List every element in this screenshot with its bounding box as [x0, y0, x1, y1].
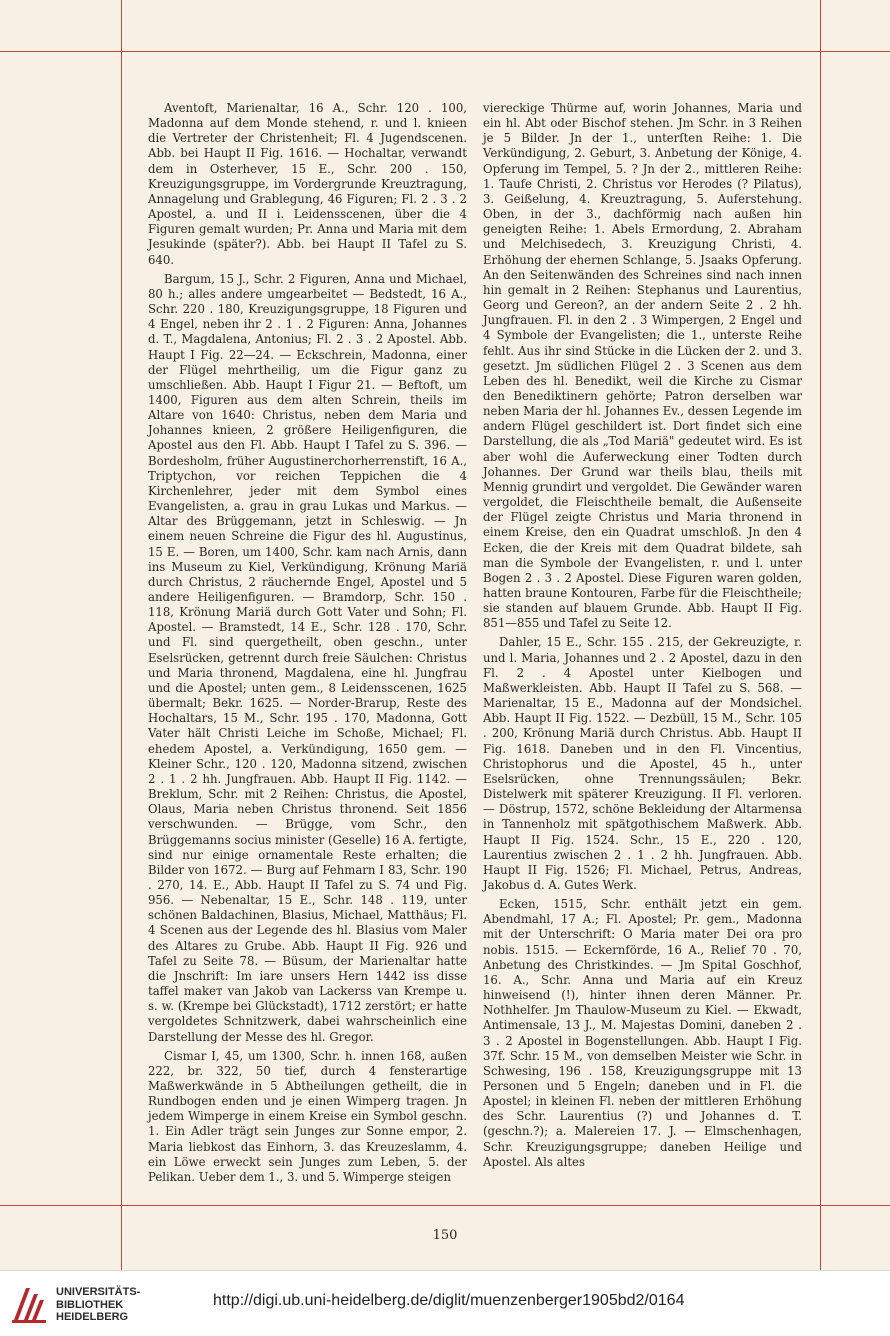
paragraph-cismar: Cismar I, 45, um 1300, Schr. h. innen 168, außen 222, br. 322, 50 tief, durch 4 fensterartige Maßwerkwände in 5 Abtheilungen getheilt, die in Rundbogen enden und je einen Wimperg tragen. Jn jedem Wimperge in einem Kreise ein Symbol geschn. 1. Ein Adler trägt sein Junges zur Sonne empor, 2. Maria liebkost das Einhorn, 3. das Kreuzeslamm, 4. ein Löwe erweckt sein Junges zum Leben, 5. der Pelikan. Ueber dem 1., 3. und 5. Wimperge steigen	[148, 1048, 467, 1184]
university-library-logo[interactable]	[10, 1280, 50, 1330]
paragraph-cismar-continued: viereckige Thürme auf, worin Johannes, Maria und ein hl. Abt oder Bischof stehen. Jm Schr. in 3 Reihen je 5 Bilder. Jn der 1., unterſten Reihe: 1. Die Verkündigung, 2. Geburt, 3. Anbetung der Könige, 4. Opferung im Tempel, 5. ? Jn der 2., mittleren Reihe: 1. Taufe Christi, 2. Christus vor Herodes (? Pilatus), 3. Geißelung, 4. Kreuztragung, 5. Auferstehung. Oben, in der 3., dachförmig nach außen hin geneigten Reihe: 1. Abels Ermordung, 2. Abraham und Melchisedech, 3. Kreuzigung Christi, 4. Erhöhung der ehernen Schlange, 5. Jsaaks Opferung. An den Seitenwänden des Schreines sind nach innen hin gemalt in 2 Reihen: Stephanus und Laurentius, Georg und Gereon?, an der andern Seite 2 . 2 hh. Jungfrauen. Fl. in den 2 . 3 Wimpergen, 2 Engel und 4 Symbole der Evangelisten; die 1., unterste Reihe fehlt. Aus ihr sind Stücke in die Lücken der 2. und 3. gesetzt. Jm südlichen Flügel 2 . 3 Scenen aus dem Leben des hl. Benedikt, weil die Kirche zu Cismar den Benediktinern gehörte; Patron derselben war neben Maria der hl. Johannes Ev., dessen Legende im andern Flügel geschildert ist. Dort findet sich eine Darstellung, die als „Tod Mariä" gedeutet wird. Es ist aber wohl die Auferweckung einer Todten durch Johannes. Der Grund war theils blau, theils mit Mennig grundirt und vergoldet. Die Gewänder waren vergoldet, die Fleischtheile bemalt, die Außenseite der Flügel zeigte Christus und Maria thronend in einem Kreise, den ein Quadrat umschloß. Jn den 4 Ecken, die der Kreis mit dem Quadrat bildete, sah man die Symbole der Evangelisten, r. und l. unter Bogen 2 . 3 . 2 Apostel. Diese Figuren waren golden, hatten braune Kontouren, Farbe für die Fleischtheile; sie standen auf blauem Grunde. Abb. Haupt II Fig. 851—855 und Tafel zu Seite 12.	[483, 101, 802, 631]
permalink-url[interactable]: http://digi.ub.uni-heidelberg.de/diglit/muenzenberger1905bd2/0164	[213, 1292, 685, 1309]
left-text-column	[148, 101, 467, 1185]
paragraph-bargum: Bargum, 15 J., Schr. 2 Figuren, Anna und Michael, 80 h.; alles andere umgearbeitet — Bedstedt, 16 A., Schr. 220 . 180, Kreuzigungsgruppe, 18 Figuren und 4 Engel, neben ihr 2 . 1 . 2 Figuren: Anna, Johannes d. T., Magdalena, Antonius; Fl. 2 . 3 . 2 Apostel. Abb. Haupt I Fig. 22—24. — Eckschrein, Madonna, einer der Flügel mehrtheilig, um die Figur ganz zu umschließen. Abb. Haupt I Figur 21. — Beftoft, um 1400, Figuren aus dem alten Schrein, theils im Altare von 1640: Christus, neben dem Maria und Johannes knieen, 2 größere Heiligenfiguren, die Apostel aus den Fl. Abb. Haupt I Tafel zu S. 396. — Bordesholm, früher Augustinerchorherrenstift, 16 A., Triptychon, vor reichen Teppichen die 4 Kirchenlehrer, jeder mit dem Symbol eines Evangelisten, a. grau in grau Lukas und Markus. — Altar des Brüggemann, jetzt in Schleswig. — Jn einem neuen Schreine die Figur des hl. Augustinus, 15 E. — Boren, um 1400, Schr. kam nach Arnis, dann ins Museum zu Kiel, Verkündigung, Krönung Mariä durch Christus, 2 räuchernde Engel, Apostel und 5 andere Heiligenfiguren. — Bramdorp, Schr. 150 . 118, Krönung Mariä durch Gott Vater und Sohn; Fl. Apostel. — Bramstedt, 14 E., Schr. 128 . 170, Schr. und Fl. sind quergetheilt, oben geschn., unter Eselsrücken, getrennt durch freie Säulchen: Christus und Maria thronend, Magdalena, eine hl. Jungfrau und die Apostel; unten gem., 8 Leidensscenen, 1625 übermalt; Bekr. 1625. — Norder-Brarup, Reste des Hochaltars, 15 M., Schr. 195 . 170, Madonna, Gott Vater hält Christi Leiche im Schoße, Michael; Fl. ehedem Apostel, a. Verkündigung, 1650 gem. — Kleiner Schr., 120 . 120, Madonna sitzend, zwischen 2 . 1 . 2 hh. Jungfrauen. Abb. Haupt II Fig. 1142. — Breklum, Schr. mit 2 Reihen: Christus, die Apostel, Olaus, Maria neben Christus thronend. Seit 1856 verschwunden. — Brügge, vom Schr., den Brüggemanns socius minister (Geselle) 16 A. fertigte, sind nur einige ornamentale Reste erhalten; die Bilder von 1672. — Burg auf Fehmarn I 83, Schr. 190 . 270, 14. E., Abb. Haupt II Tafel zu S. 74 und Fig. 956. — Nebenaltar, 15 E., Schr. 148 . 119, unter schönen Baldachinen, Blasius, Michael, Matthäus; Fl. 4 Scenen aus der Legende des hl. Blasius vom Maler des Altares zu Grube. Abb. Haupt II Fig. 926 und Tafel zu Seite 78. — Büsum, der Marienaltar hatte die Jnschrift: Im iare unsers Hern 1442 iss disse taffel makeт van Jakob van Lackerss van Krempe u. s. w. (Krempe bei Glückstadt), 1712 zerstört; er hatte vergoldetes Schnitzwerk, dabei wahrscheinlich eine Darstellung der Messe des hl. Gregor.	[148, 271, 467, 1044]
paragraph-dahler: Dahler, 15 E., Schr. 155 . 215, der Gekreuzigte, r. und l. Maria, Johannes und 2 . 2 Apostel, dazu in den Fl. 2 . 4 Apostel unter Kielbogen und Maßwerkleisten. Abb. Haupt II Tafel zu S. 568. — Marienaltar, 15 E., Madonna auf der Mondsichel. Abb. Haupt II Fig. 1522. — Dezbüll, 15 M., Schr. 105 . 200, Krönung Mariä durch Christus. Abb. Haupt II Fig. 1618. Daneben und in den Fl. Vincentius, Christophorus und die Apostel, 45 h., unter Eselsrücken, ohne Trennungssäulen; Bekr. Distelwerk mit späterer Kreuzigung. II Fl. verloren. — Döstrup, 1572, schöne Bekleidung der Altarmensa in Tannenholz mit spätgothischem Maßwerk. Abb. Haupt II Fig. 1524. Schr., 15 E., 220 . 120, Laurentius zwischen 2 . 1 . 2 hh. Jungfrauen. Abb. Haupt II Fig. 1526; Fl. Michael, Petrus, Andreas, Jakobus d. A. Gutes Werk.	[483, 635, 802, 892]
frame-bottom-rule	[0, 1205, 890, 1206]
library-footer	[0, 1270, 890, 1336]
library-name-line1: UNIVERSITÄTS-	[56, 1286, 141, 1298]
library-name	[56, 1286, 140, 1324]
paragraph-ecken: Ecken, 1515, Schr. enthält jetzt ein gem. Abendmahl, 17 A.; Fl. Apostel; Pr. gem., Madonna mit der Unterschrift: O Maria mater Dei ora pro nobis. 1515. — Eckernförde, 16 A., Relief 70 . 70, Anbetung des Christkindes. — Jm Spital Goschhof, 16. A., Schr. Anna und Maria auf ein Kreuz hinweisend (!), hinter ihnen deren Männer. Pr. Nothhelfer. Jm Thaulow-Museum zu Kiel. — Ekwadt, Antimensale, 13 J., M. Majestas Domini, daneben 2 . 3 . 2 Apostel in Bogenstellungen. Abb. Haupt I Fig. 37f. Schr. 15 M., von demselben Meister wie Schr. in Schwesing, 196 . 158, Kreuzigungsgruppe mit 13 Personen und 5 Engeln; daneben und in Fl. die Apostel; in kleinen Fl. neben der mittleren Erhöhung des Schr. Laurentius (?) und Johannes d. T. (geschn.?); a. Malereien 17. J. — Elmschenhagen, Schr. Kreuzigungsgruppe; daneben Heilige und Apostel. Als altes	[483, 897, 802, 1169]
frame-top-rule	[0, 51, 890, 52]
library-name-line2: BIBLIOTHEK	[56, 1298, 124, 1311]
right-text-column	[483, 101, 802, 1170]
frame-right-rule	[820, 0, 821, 1270]
library-name-line3: HEIDELBERG	[56, 1311, 129, 1323]
library-emblem-icon	[10, 1280, 50, 1326]
page-number: 150	[432, 1228, 458, 1243]
frame-left-rule	[121, 0, 122, 1270]
paragraph-aventoft: Aventoft, Marienaltar, 16 A., Schr. 120 . 100, Madonna auf dem Monde stehend, r. und l. knieen die Vertreter der Christenheit; Fl. 4 Jugendscenen. Abb. bei Haupt II Fig. 1616. — Hochaltar, verwandt dem in Osterhever, 15 E., Schr. 200 . 150, Kreuzigungsgruppe, im Vordergrunde Kreuztragung, Annagelung und Grablegung, 46 Figuren; Fl. 2 . 3 . 2 Apostel, a. und II i. Leidensscenen, über die 4 Figuren gemalt wurden; Pr. Anna und Maria mit dem Jesukinde (später?). Abb. bei Haupt II Tafel zu S. 640.	[148, 101, 467, 267]
